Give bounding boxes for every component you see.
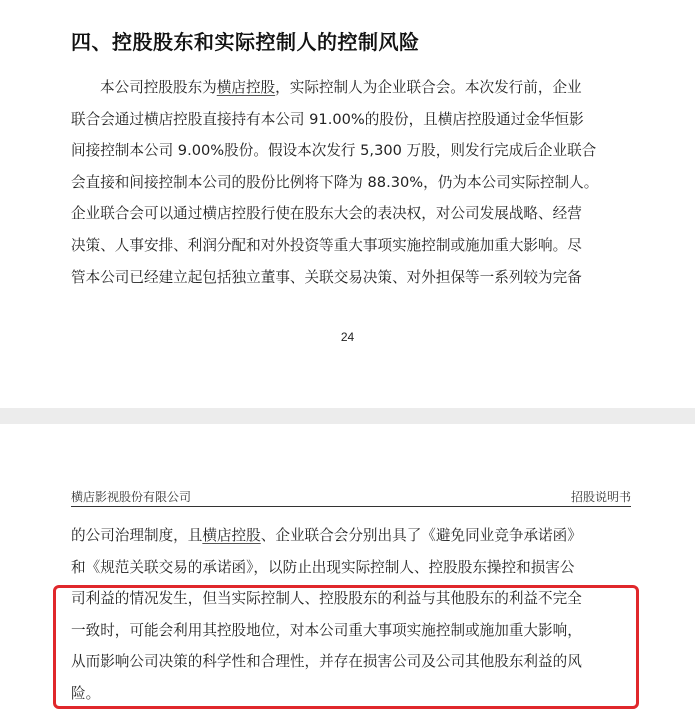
section-heading: 四、控股股东和实际控制人的控制风险 (71, 30, 420, 54)
hyperlink-hengdian-holding[interactable]: 横店控股 (202, 527, 261, 544)
paragraph-line: 和《规范关联交易的承诺函》，以防止出现实际控制人、控股股东操控和损害公 (71, 558, 575, 576)
header-rule (71, 506, 631, 507)
page-number: 24 (340, 330, 355, 344)
paragraph-line: 一致时，可能会利用其控股地位，对本公司重大事项实施控制或施加重大影响， (71, 621, 582, 639)
running-header-company: 横店影视股份有限公司 (71, 490, 192, 504)
paragraph-line: 从而影响公司决策的科学性和合理性，并存在损害公司及公司其他股东利益的风 (71, 653, 582, 671)
paragraph-line: 间接控制本公司 9.00%股份。假设本次发行 5,300 万股，则发行完成后企业联合 (71, 142, 597, 160)
paragraph-line: 司利益的情况发生，但当实际控制人、控股股东的利益与其他股东的利益不完全 (71, 590, 582, 608)
paragraph-line: 管本公司已经建立起包括独立董事、关联交易决策、对外担保等一系列较为完备 (71, 268, 582, 286)
paragraph-line: 险。 (71, 684, 101, 702)
body-paragraph (71, 72, 631, 293)
risk-highlight-box (53, 585, 639, 709)
hyperlink-hengdian-holding[interactable]: 横店控股 (216, 79, 276, 96)
page-gap-divider (0, 408, 695, 424)
paragraph-line: 的公司治理制度，且横店控股、企业联合会分别出具了《避免同业竞争承诺函》 (71, 527, 582, 544)
running-header-doc-type: 招股说明书 (570, 490, 631, 504)
paragraph-line: 本公司控股股东为横店控股，实际控制人为企业联合会。本次发行前，企业 (100, 79, 582, 96)
paragraph-line: 联合会通过横店控股直接持有本公司 91.00%的股份，且横店控股通过金华恒影 (71, 110, 584, 128)
paragraph-line: 会直接和间接控制本公司的股份比例将下降为 88.30%，仍为本公司实际控制人。 (71, 173, 599, 191)
paragraph-line: 企业联合会可以通过横店控股行使在股东大会的表决权，对公司发展战略、经营 (71, 205, 582, 223)
paragraph-line: 决策、人事安排、利润分配和对外投资等重大事项实施控制或施加重大影响。尽 (71, 236, 582, 254)
document-page-25 (0, 424, 695, 716)
